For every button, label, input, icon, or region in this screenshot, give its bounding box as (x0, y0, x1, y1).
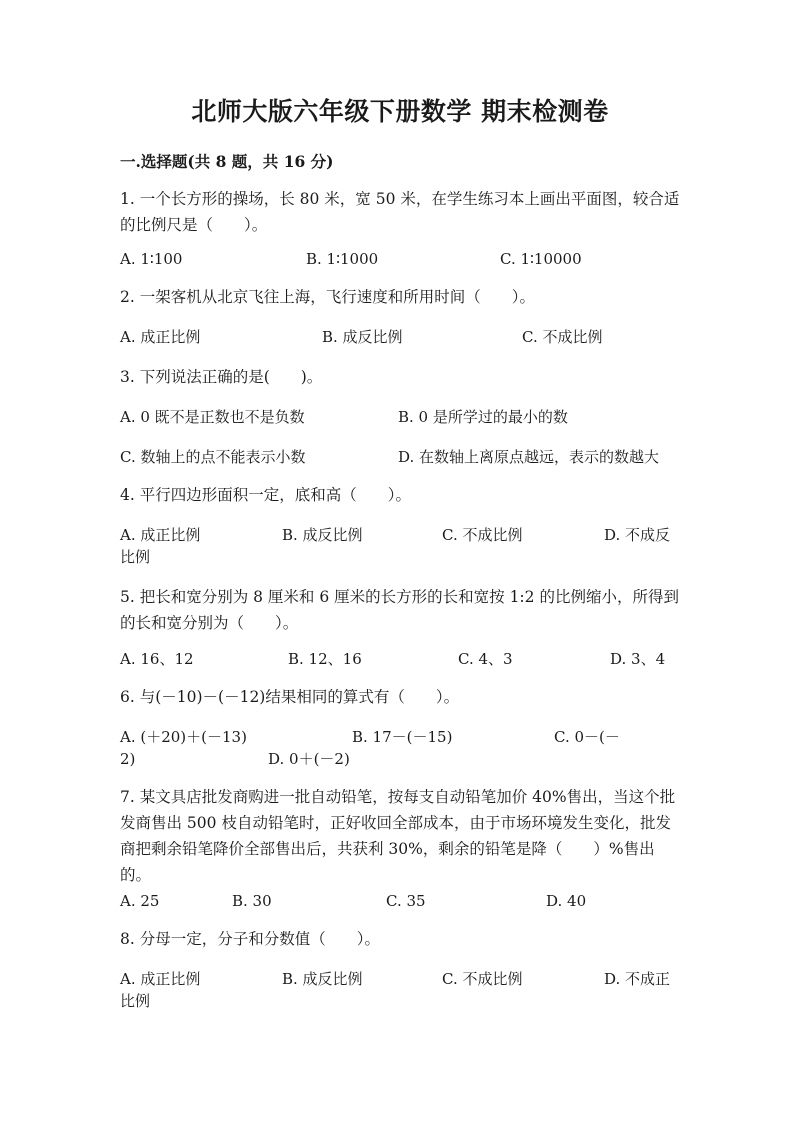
option-b: B. 成反比例 (322, 328, 403, 346)
option-d: D. 在数轴上离原点越远，表示的数越大 (398, 448, 660, 466)
option-c: C. 1∶10000 (500, 250, 582, 268)
option-c: C. 35 (386, 892, 426, 910)
option-a: A. (＋20)＋(－13) (120, 728, 247, 746)
option-c: C. 4、3 (458, 650, 513, 668)
question-2: 2. 一架客机从北京飞往上海，飞行速度和所用时间（ ）。 (120, 288, 535, 306)
question-5: 5. 把长和宽分别为 8 厘米和 6 厘米的长方形的长和宽按 1:2 的比例缩小，所得到的长和宽分别为（ ）。 (120, 588, 679, 632)
question-8: 8. 分母一定，分子和分数值（ ）。 (120, 930, 380, 948)
option-b: B. 30 (232, 892, 272, 910)
option-c-continued: 2) (120, 750, 136, 768)
question-4: 4. 平行四边形面积一定，底和高（ ）。 (120, 486, 411, 504)
option-b: B. 0 是所学过的最小的数 (398, 408, 568, 426)
section-heading: 一.选择题(共 8 题，共 16 分) (120, 152, 334, 171)
option-b: B. 1∶1000 (306, 250, 379, 268)
option-a: A. 25 (120, 892, 160, 910)
option-d: D. 不成反 (604, 526, 671, 544)
option-d: D. 0＋(－2) (268, 750, 350, 768)
option-d-continued: 比例 (120, 548, 151, 566)
question-7: 7. 某文具店批发商购进一批自动铅笔，按每支自动铅笔加价 40%售出，当这个批发商售出 500 枝自动铅笔时，正好收回全部成本，由于市场环境发生变化，批发商把剩余铅笔降价全部售出后，共获利 30%，剩余的铅笔是降（ ）%售出的。 (120, 788, 676, 884)
option-d: D. 40 (546, 892, 587, 910)
option-b: B. 12、16 (288, 650, 362, 668)
option-d: D. 不成正 (604, 970, 671, 988)
question-3: 3. 下列说法正确的是( )。 (120, 368, 323, 386)
option-c: C. 不成比例 (442, 526, 523, 544)
option-c: C. 不成比例 (442, 970, 523, 988)
option-a: A. 0 既不是正数也不是负数 (120, 408, 305, 426)
option-c: C. 0－(－ (554, 728, 620, 746)
option-b: B. 成反比例 (282, 970, 363, 988)
option-c: C. 不成比例 (522, 328, 603, 346)
option-a: A. 16、12 (120, 650, 194, 668)
option-b: B. 17－(－15) (352, 728, 453, 746)
option-a: A. 成正比例 (120, 970, 201, 988)
option-a: A. 成正比例 (120, 328, 201, 346)
option-a: A. 成正比例 (120, 526, 201, 544)
page-title: 北师大版六年级下册数学 期末检测卷 (191, 97, 609, 126)
question-1: 1. 一个长方形的操场，长 80 米，宽 50 米，在学生练习本上画出平面图，较合适的比例尺是（ ）。 (120, 190, 680, 234)
option-d: D. 3、4 (610, 650, 666, 668)
option-d-continued: 比例 (120, 992, 151, 1010)
option-b: B. 成反比例 (282, 526, 363, 544)
option-a: A. 1∶100 (120, 250, 183, 268)
option-c: C. 数轴上的点不能表示小数 (120, 448, 306, 466)
question-6: 6. 与(－10)－(－12)结果相同的算式有（ ）。 (120, 688, 460, 706)
